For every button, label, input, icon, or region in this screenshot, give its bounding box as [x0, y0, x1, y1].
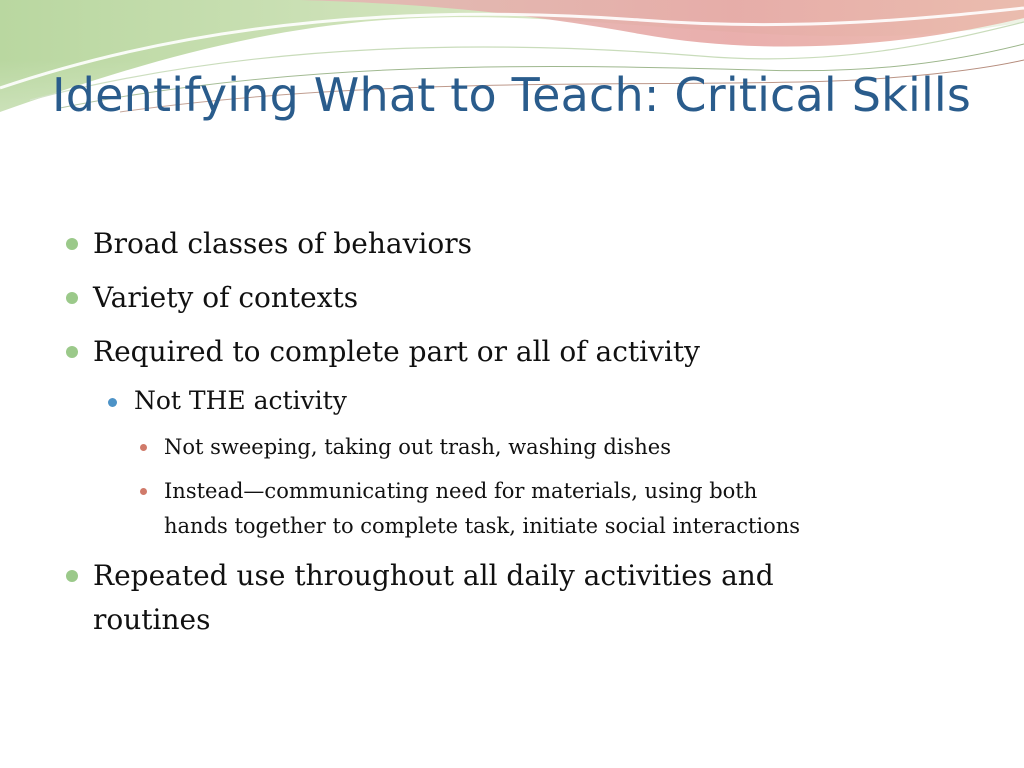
sub-bullet-marker-1	[108, 398, 117, 407]
bullet-marker-4	[66, 570, 78, 582]
bullet-item-repeated-use-line1: Repeated use throughout all daily activities and	[93, 559, 774, 592]
sub-sub-bullet-instead-line2: hands together to complete task, initiate social interactions	[164, 514, 801, 538]
sub-bullet-not-the-activity: Not THE activity	[134, 386, 347, 415]
sub-sub-bullet-not-sweeping: Not sweeping, taking out trash, washing dishes	[164, 435, 672, 459]
bullet-marker-2	[66, 292, 78, 304]
sub-sub-bullet-marker-1	[140, 444, 147, 451]
slide-title: Identifying What to Teach: Critical Skills	[52, 68, 972, 122]
bullet-item-repeated-use-line2: routines	[93, 603, 211, 636]
bullet-item-variety-contexts: Variety of contexts	[93, 281, 359, 314]
bullet-item-required-complete: Required to complete part or all of activity	[93, 335, 700, 368]
sub-sub-bullet-marker-2	[140, 488, 147, 495]
sub-sub-bullet-instead-line1: Instead—communicating need for materials, using both	[164, 479, 758, 503]
bullet-marker-3	[66, 346, 78, 358]
bullet-item-broad-classes: Broad classes of behaviors	[93, 227, 472, 260]
bullet-marker-1	[66, 238, 78, 250]
